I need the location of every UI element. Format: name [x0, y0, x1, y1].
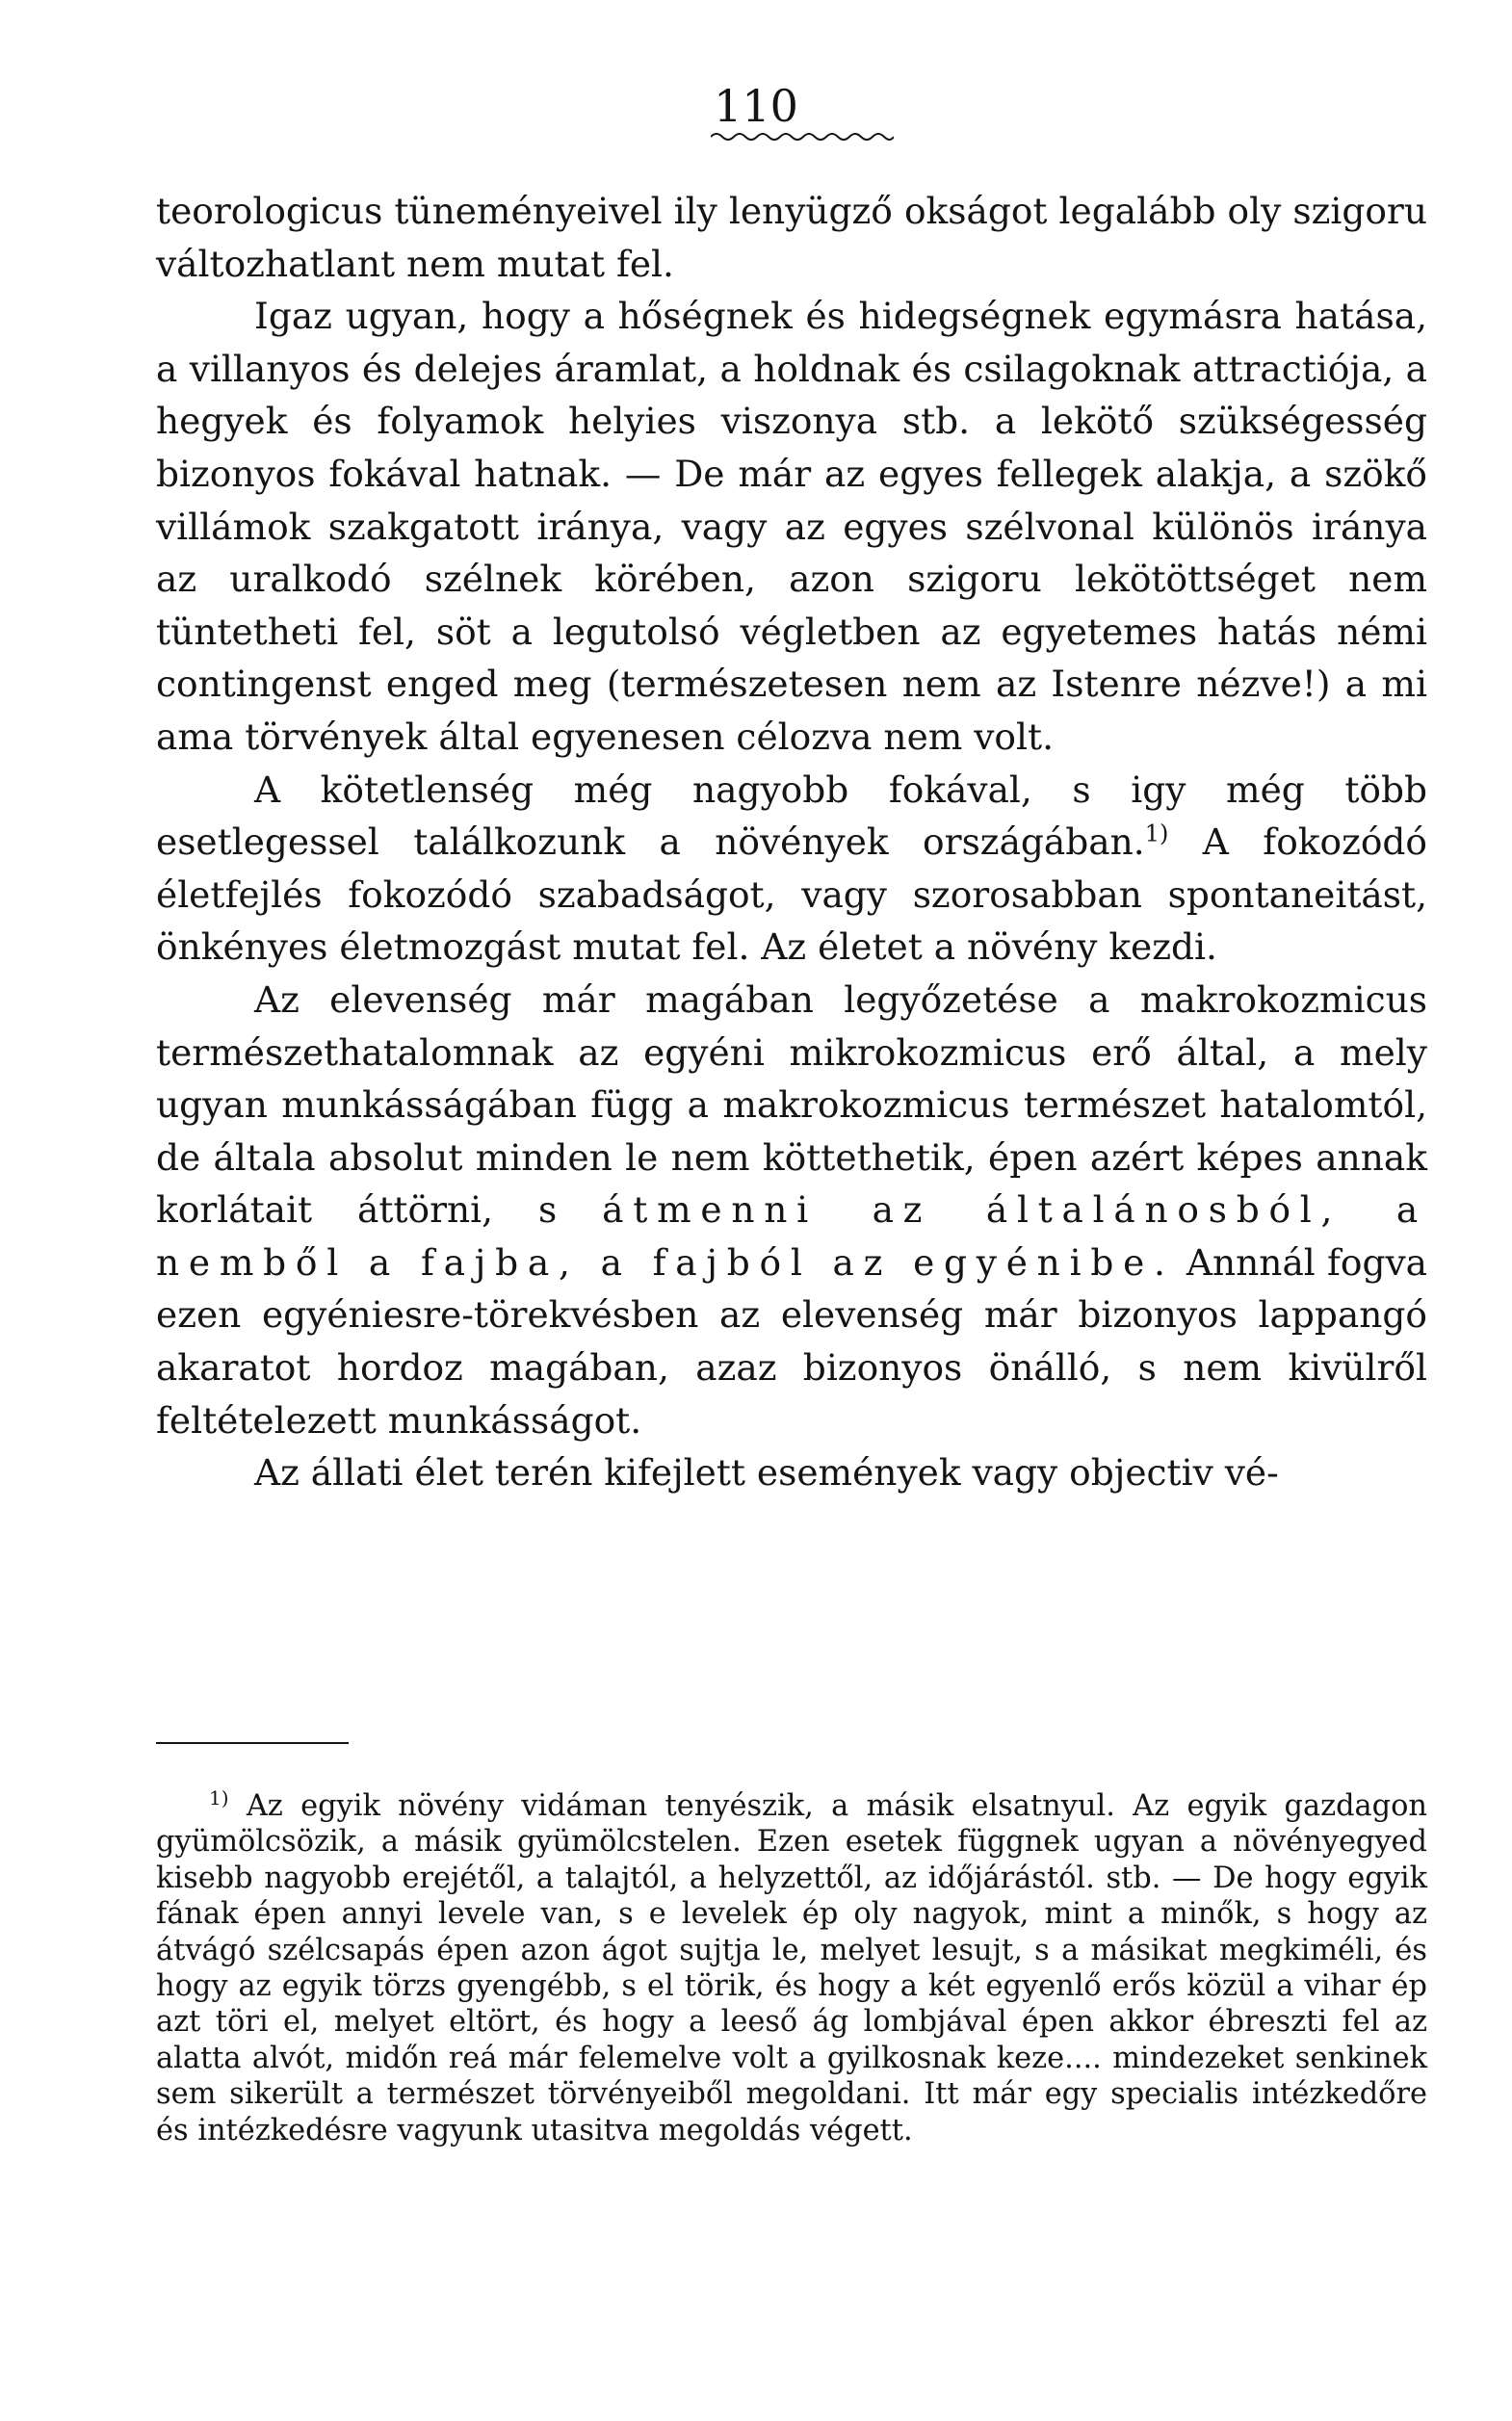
footnote-divider — [156, 1742, 349, 1744]
paragraph: Igaz ugyan, hogy a hőségnek és hidegségnek egymásra hatása, a villanyos és delejes áramlat, a holdnak és csilagoknak attractiója, a hegyek és folyamok helyies viszonya stb. a lekötő szükségesség bizonyos fokával hatnak. — De már az egyes fellegek alakja, a szökő villámok szakgatott iránya, vagy az egyes szélvonal különös iránya az uralkodó szélnek körében, azon szigoru lekötöttséget nem tüntetheti fel, söt a legutolsó végletben az egyetemes hatás némi contingenst enged meg (természetesen nem az Istenre nézve!) a mi ama törvények által egyenesen célozva nem volt. — [156, 295, 1427, 758]
paragraph-text: A kötetlenség még nagyobb fokával, s igy még több esetlegessel találkozunk a növények országában. — [156, 768, 1427, 864]
paragraph-text: Az elevenség már magában legyőzetése a makrokozmicus természethatalomnak az egyéni mikrokozmicus erő által, a mely ugyan munkásságában függ a makrokozmicus természet hatalomtól, de általa absolut minden le nem köttethetik, épen azért képes annak korlátait áttörni, s — [156, 977, 1427, 1232]
paragraph: teorologicus tüneményeivel ily lenyügző okságot legalább oly szigoru változhatlant nem mutat fel. — [156, 190, 1427, 285]
paragraph-text: Annnál fogva ezen egyéniesre-törekvésben az elevenség már bizonyos lappangó akaratot hordoz magában, azaz bizonyos önálló, s nem kivülről feltételezett munkásságot. — [156, 1240, 1427, 1442]
footnote-reference: 1) — [1144, 820, 1169, 847]
footnote-marker: 1) — [209, 1785, 229, 1809]
spaced-emphasis: átmenni az általánosból, a nemből a fajba, a fajból az egyénibe. — [156, 1188, 1427, 1284]
main-text — [156, 185, 1427, 1499]
footnote-text: Az egyik növény vidáman tenyészik, a másik elsatnyul. Az egyik gazdagon gyümölcsözik, a másik gyümölcstelen. Ezen esetek függnek ugyan a növényegyed kisebb nagyobb erejétől, a talajtól, a helyzettől, az időjárástól. stb. — De hogy egyik fának épen annyi levele van, s e levelek ép oly nagyok, mint a minők, s hogy az átvágó szélcsapás épen azon ágot sujtja le, melyet lesujt, s a másikat megkiméli, és hogy az egyik törzs gyengébb, s el törik, és hogy a két egyenlő erős közül a vihar ép azt töri el, melyet eltört, és hogy a leeső ág lombjával épen akkor ébreszti fel az alatta alvót, midőn reá már felemelve volt a gyilkosnak keze.... mindezeket senkinek sem sikerült a természet törvényeiből megoldani. Itt már egy specialis intézkedőre és intézkedésre vagyunk utasitva megoldás végett. — [156, 1789, 1427, 2148]
paragraph: Az állati élet terén kifejlett események vagy objectiv vé- — [254, 1451, 1279, 1495]
footnote-area — [156, 1785, 1427, 2148]
paragraph — [156, 764, 1427, 974]
paragraph — [156, 974, 1427, 1446]
footnote — [156, 1785, 1427, 2148]
paragraph-text: A fokozódó életfejlés fokozódó szabadságot, vagy szorosabban spontaneitást, önkényes életmozgást mutat fel. Az életet a növény kezdi. — [156, 820, 1427, 969]
page-number: 110 — [714, 80, 798, 132]
page-number-ornament — [711, 131, 894, 143]
